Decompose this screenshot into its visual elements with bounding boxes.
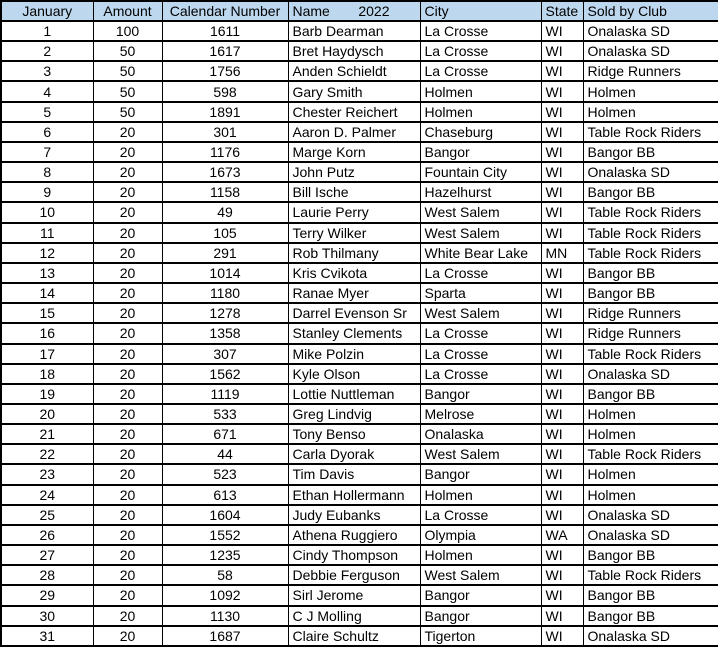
cell-state[interactable]: WI [541, 444, 583, 464]
cell-name[interactable]: Debbie Ferguson [288, 565, 420, 585]
cell-state[interactable]: WI [541, 424, 583, 444]
cell-amount[interactable]: 20 [93, 525, 162, 545]
cell-day[interactable]: 8 [1, 162, 93, 182]
table-row [1, 202, 718, 222]
cell-name[interactable]: Aaron D. Palmer [288, 122, 420, 142]
cell-sold-by-club[interactable]: Onalaska SD [583, 21, 718, 41]
cell-sold-by-club[interactable]: Bangor BB [583, 182, 718, 202]
cell-name[interactable]: Claire Schultz [288, 626, 420, 646]
cell-sold-by-club[interactable]: Table Rock Riders [583, 122, 718, 142]
cell-state[interactable]: WI [541, 61, 583, 81]
cell-state[interactable]: WI [541, 283, 583, 303]
cell-day[interactable]: 7 [1, 142, 93, 162]
cell-state[interactable]: WI [541, 21, 583, 41]
cell-sold-by-club[interactable]: Holmen [583, 464, 718, 484]
cell-sold-by-club[interactable]: Holmen [583, 81, 718, 101]
cell-state[interactable]: WI [541, 585, 583, 605]
cell-calendar-number[interactable]: 533 [162, 404, 288, 424]
cell-city[interactable]: La Crosse [420, 61, 541, 81]
cell-state[interactable]: WI [541, 384, 583, 404]
cell-day[interactable]: 29 [1, 585, 93, 605]
header-row [1, 1, 718, 21]
table-row [1, 122, 718, 142]
cell-name[interactable]: Bill Ische [288, 182, 420, 202]
cell-city[interactable]: La Crosse [420, 41, 541, 61]
cell-city[interactable]: La Crosse [420, 323, 541, 343]
cell-city[interactable]: Holmen [420, 485, 541, 505]
cell-state[interactable]: WI [541, 81, 583, 101]
cell-calendar-number[interactable]: 1358 [162, 323, 288, 343]
table-row [1, 505, 718, 525]
cell-amount[interactable]: 20 [93, 565, 162, 585]
cell-calendar-number[interactable]: 613 [162, 485, 288, 505]
cell-name[interactable]: Marge Korn [288, 142, 420, 162]
cell-state[interactable]: WI [541, 626, 583, 646]
cell-city[interactable]: West Salem [420, 303, 541, 323]
column-header-calendar-number[interactable]: Calendar Number [162, 1, 288, 21]
cell-city[interactable]: West Salem [420, 202, 541, 222]
cell-amount[interactable]: 50 [93, 61, 162, 81]
cell-state[interactable]: WI [541, 565, 583, 585]
table-row [1, 485, 718, 505]
table-row [1, 223, 718, 243]
cell-city[interactable]: Bangor [420, 585, 541, 605]
table-row [1, 404, 718, 424]
table-row [1, 525, 718, 545]
cell-state[interactable]: WI [541, 485, 583, 505]
cell-calendar-number[interactable]: 1611 [162, 21, 288, 41]
cell-state[interactable]: WI [541, 464, 583, 484]
cell-amount[interactable]: 20 [93, 122, 162, 142]
cell-sold-by-club[interactable]: Ridge Runners [583, 61, 718, 81]
column-header-name[interactable] [288, 1, 420, 21]
cell-day[interactable]: 16 [1, 323, 93, 343]
cell-name[interactable]: Laurie Perry [288, 202, 420, 222]
cell-name[interactable]: Lottie Nuttleman [288, 384, 420, 404]
cell-day[interactable]: 28 [1, 565, 93, 585]
cell-name[interactable]: Sirl Jerome [288, 585, 420, 605]
cell-calendar-number[interactable]: 1891 [162, 102, 288, 122]
cell-city[interactable]: Fountain City [420, 162, 541, 182]
cell-calendar-number[interactable]: 1176 [162, 142, 288, 162]
cell-amount[interactable]: 20 [93, 585, 162, 605]
cell-day[interactable]: 12 [1, 243, 93, 263]
cell-name[interactable]: Greg Lindvig [288, 404, 420, 424]
cell-name[interactable]: Cindy Thompson [288, 545, 420, 565]
cell-name[interactable]: Kris Cvikota [288, 263, 420, 283]
cell-name[interactable]: Ranae Myer [288, 283, 420, 303]
cell-amount[interactable]: 100 [93, 21, 162, 41]
cell-calendar-number[interactable]: 1617 [162, 41, 288, 61]
cell-city[interactable]: La Crosse [420, 344, 541, 364]
cell-calendar-number[interactable]: 1562 [162, 364, 288, 384]
cell-city[interactable]: White Bear Lake [420, 243, 541, 263]
cell-state[interactable]: MN [541, 243, 583, 263]
cell-name[interactable]: Athena Ruggiero [288, 525, 420, 545]
cell-state[interactable]: WI [541, 545, 583, 565]
table-row [1, 364, 718, 384]
cell-amount[interactable]: 20 [93, 505, 162, 525]
cell-state[interactable]: WI [541, 182, 583, 202]
cell-sold-by-club[interactable]: Holmen [583, 102, 718, 122]
cell-state[interactable]: WI [541, 122, 583, 142]
cell-amount[interactable]: 20 [93, 384, 162, 404]
table-row [1, 303, 718, 323]
cell-day[interactable]: 19 [1, 384, 93, 404]
cell-city[interactable]: Hazelhurst [420, 182, 541, 202]
cell-calendar-number[interactable]: 1119 [162, 384, 288, 404]
cell-amount[interactable]: 20 [93, 323, 162, 343]
cell-state[interactable]: WI [541, 41, 583, 61]
cell-calendar-number[interactable]: 1158 [162, 182, 288, 202]
cell-sold-by-club[interactable]: Bangor BB [583, 283, 718, 303]
cell-sold-by-club[interactable]: Table Rock Riders [583, 202, 718, 222]
cell-day[interactable]: 13 [1, 263, 93, 283]
cell-city[interactable]: La Crosse [420, 505, 541, 525]
cell-city[interactable]: Bangor [420, 464, 541, 484]
table-row [1, 263, 718, 283]
cell-amount[interactable]: 20 [93, 364, 162, 384]
cell-day[interactable]: 27 [1, 545, 93, 565]
table-row [1, 444, 718, 464]
cell-name[interactable]: C J Molling [288, 606, 420, 626]
cell-state[interactable]: WI [541, 606, 583, 626]
table-row [1, 565, 718, 585]
cell-sold-by-club[interactable]: Ridge Runners [583, 303, 718, 323]
cell-calendar-number[interactable]: 1130 [162, 606, 288, 626]
cell-amount[interactable]: 20 [93, 444, 162, 464]
table-row [1, 102, 718, 122]
cell-name[interactable]: Bret Haydysch [288, 41, 420, 61]
cell-day[interactable]: 15 [1, 303, 93, 323]
cell-calendar-number[interactable]: 1756 [162, 61, 288, 81]
cell-name[interactable]: Ethan Hollermann [288, 485, 420, 505]
cell-sold-by-club[interactable]: Holmen [583, 404, 718, 424]
cell-amount[interactable]: 20 [93, 162, 162, 182]
cell-calendar-number[interactable]: 105 [162, 223, 288, 243]
cell-amount[interactable]: 20 [93, 606, 162, 626]
cell-day[interactable]: 4 [1, 81, 93, 101]
cell-name[interactable]: Gary Smith [288, 81, 420, 101]
cell-calendar-number[interactable]: 1014 [162, 263, 288, 283]
cell-calendar-number[interactable]: 671 [162, 424, 288, 444]
cell-amount[interactable]: 20 [93, 263, 162, 283]
cell-name[interactable]: John Putz [288, 162, 420, 182]
cell-calendar-number[interactable]: 1278 [162, 303, 288, 323]
cell-calendar-number[interactable]: 307 [162, 344, 288, 364]
column-header-city[interactable]: City [420, 1, 541, 21]
cell-calendar-number[interactable]: 1552 [162, 525, 288, 545]
cell-city[interactable]: La Crosse [420, 364, 541, 384]
table-row [1, 585, 718, 605]
cell-state[interactable]: WI [541, 102, 583, 122]
table-row [1, 243, 718, 263]
column-header-amount[interactable]: Amount [93, 1, 162, 21]
name-header-label: Name [292, 2, 330, 19]
cell-day[interactable]: 21 [1, 424, 93, 444]
cell-amount[interactable]: 20 [93, 545, 162, 565]
cell-sold-by-club[interactable]: Bangor BB [583, 142, 718, 162]
cell-city[interactable]: La Crosse [420, 263, 541, 283]
cell-amount[interactable]: 20 [93, 283, 162, 303]
table-row [1, 21, 718, 41]
cell-amount[interactable]: 20 [93, 344, 162, 364]
cell-name[interactable]: Tony Benso [288, 424, 420, 444]
cell-day[interactable]: 22 [1, 444, 93, 464]
cell-amount[interactable]: 20 [93, 464, 162, 484]
column-header-sold-by-club[interactable]: Sold by Club [583, 1, 718, 21]
table-row [1, 384, 718, 404]
cell-amount[interactable]: 20 [93, 223, 162, 243]
cell-day[interactable]: 31 [1, 626, 93, 646]
cell-amount[interactable]: 50 [93, 81, 162, 101]
cell-sold-by-club[interactable]: Onalaska SD [583, 505, 718, 525]
cell-day[interactable]: 9 [1, 182, 93, 202]
cell-city[interactable]: West Salem [420, 223, 541, 243]
cell-calendar-number[interactable]: 44 [162, 444, 288, 464]
cell-day[interactable]: 30 [1, 606, 93, 626]
cell-city[interactable]: Bangor [420, 606, 541, 626]
cell-sold-by-club[interactable]: Onalaska SD [583, 41, 718, 61]
cell-day[interactable]: 23 [1, 464, 93, 484]
cell-state[interactable]: WI [541, 404, 583, 424]
cell-name[interactable]: Mike Polzin [288, 344, 420, 364]
table-row [1, 464, 718, 484]
cell-sold-by-club[interactable]: Bangor BB [583, 545, 718, 565]
cell-sold-by-club[interactable]: Bangor BB [583, 585, 718, 605]
cell-sold-by-club[interactable]: Table Rock Riders [583, 344, 718, 364]
cell-sold-by-club[interactable]: Holmen [583, 485, 718, 505]
cell-city[interactable]: Sparta [420, 283, 541, 303]
cell-city[interactable]: Chaseburg [420, 122, 541, 142]
cell-state[interactable]: WI [541, 505, 583, 525]
cell-amount[interactable]: 50 [93, 102, 162, 122]
table-row [1, 545, 718, 565]
cell-state[interactable]: WI [541, 162, 583, 182]
cell-calendar-number[interactable]: 1180 [162, 283, 288, 303]
cell-sold-by-club[interactable]: Onalaska SD [583, 525, 718, 545]
cell-amount[interactable]: 20 [93, 424, 162, 444]
cell-sold-by-club[interactable]: Bangor BB [583, 606, 718, 626]
cell-calendar-number[interactable]: 1604 [162, 505, 288, 525]
cell-calendar-number[interactable]: 523 [162, 464, 288, 484]
table-row [1, 41, 718, 61]
cell-amount[interactable]: 20 [93, 202, 162, 222]
cell-calendar-number[interactable]: 58 [162, 565, 288, 585]
cell-day[interactable]: 6 [1, 122, 93, 142]
cell-state[interactable]: WI [541, 323, 583, 343]
cell-calendar-number[interactable]: 1673 [162, 162, 288, 182]
cell-day[interactable]: 17 [1, 344, 93, 364]
column-header-state[interactable]: State [541, 1, 583, 21]
cell-name[interactable]: Judy Eubanks [288, 505, 420, 525]
cell-sold-by-club[interactable]: Table Rock Riders [583, 565, 718, 585]
cell-day[interactable]: 11 [1, 223, 93, 243]
table-row [1, 142, 718, 162]
cell-state[interactable]: WI [541, 202, 583, 222]
table-row [1, 626, 718, 646]
cell-state[interactable]: WI [541, 223, 583, 243]
cell-amount[interactable]: 50 [93, 41, 162, 61]
cell-day[interactable]: 20 [1, 404, 93, 424]
cell-day[interactable]: 18 [1, 364, 93, 384]
cell-city[interactable]: Holmen [420, 102, 541, 122]
cell-day[interactable]: 2 [1, 41, 93, 61]
cell-sold-by-club[interactable]: Table Rock Riders [583, 223, 718, 243]
cell-day[interactable]: 26 [1, 525, 93, 545]
cell-city[interactable]: Olympia [420, 525, 541, 545]
cell-city[interactable]: Holmen [420, 545, 541, 565]
cell-sold-by-club[interactable]: Bangor BB [583, 384, 718, 404]
cell-amount[interactable]: 20 [93, 182, 162, 202]
cell-day[interactable]: 24 [1, 485, 93, 505]
cell-day[interactable]: 3 [1, 61, 93, 81]
table-row [1, 323, 718, 343]
cell-calendar-number[interactable]: 1092 [162, 585, 288, 605]
cell-city[interactable]: West Salem [420, 444, 541, 464]
table-row [1, 162, 718, 182]
cell-name[interactable]: Darrel Evenson Sr [288, 303, 420, 323]
cell-state[interactable]: WI [541, 142, 583, 162]
cell-sold-by-club[interactable]: Onalaska SD [583, 162, 718, 182]
cell-amount[interactable]: 20 [93, 243, 162, 263]
cell-calendar-number[interactable]: 1235 [162, 545, 288, 565]
cell-day[interactable]: 5 [1, 102, 93, 122]
cell-state[interactable]: WI [541, 263, 583, 283]
cell-state[interactable]: WA [541, 525, 583, 545]
cell-sold-by-club[interactable]: Holmen [583, 424, 718, 444]
cell-sold-by-club[interactable]: Table Rock Riders [583, 243, 718, 263]
cell-sold-by-club[interactable]: Onalaska SD [583, 626, 718, 646]
cell-state[interactable]: WI [541, 364, 583, 384]
cell-name[interactable]: Anden Schieldt [288, 61, 420, 81]
table-row [1, 61, 718, 81]
cell-state[interactable]: WI [541, 344, 583, 364]
table-row [1, 182, 718, 202]
cell-city[interactable]: West Salem [420, 565, 541, 585]
cell-city[interactable]: La Crosse [420, 21, 541, 41]
cell-calendar-number[interactable]: 291 [162, 243, 288, 263]
cell-calendar-number[interactable]: 301 [162, 122, 288, 142]
cell-city[interactable]: Bangor [420, 142, 541, 162]
cell-amount[interactable]: 20 [93, 404, 162, 424]
cell-name[interactable]: Carla Dyorak [288, 444, 420, 464]
table-row [1, 283, 718, 303]
cell-day[interactable]: 25 [1, 505, 93, 525]
cell-name[interactable]: Tim Davis [288, 464, 420, 484]
cell-name[interactable]: Terry Wilker [288, 223, 420, 243]
table-row [1, 424, 718, 444]
column-header-january[interactable]: January [1, 1, 93, 21]
cell-state[interactable]: WI [541, 303, 583, 323]
cell-day[interactable]: 14 [1, 283, 93, 303]
cell-name[interactable]: Rob Thilmany [288, 243, 420, 263]
cell-amount[interactable]: 20 [93, 142, 162, 162]
cell-calendar-number[interactable]: 1687 [162, 626, 288, 646]
cell-name[interactable]: Kyle Olson [288, 364, 420, 384]
cell-name[interactable]: Stanley Clements [288, 323, 420, 343]
cell-calendar-number[interactable]: 49 [162, 202, 288, 222]
cell-city[interactable]: Onalaska [420, 424, 541, 444]
cell-calendar-number[interactable]: 598 [162, 81, 288, 101]
cell-day[interactable]: 1 [1, 21, 93, 41]
cell-amount[interactable]: 20 [93, 303, 162, 323]
cell-city[interactable]: Tigerton [420, 626, 541, 646]
cell-sold-by-club[interactable]: Ridge Runners [583, 323, 718, 343]
cell-name[interactable]: Chester Reichert [288, 102, 420, 122]
cell-city[interactable]: Bangor [420, 384, 541, 404]
table-row [1, 81, 718, 101]
cell-sold-by-club[interactable]: Table Rock Riders [583, 444, 718, 464]
cell-name[interactable]: Barb Dearman [288, 21, 420, 41]
cell-amount[interactable]: 20 [93, 626, 162, 646]
cell-sold-by-club[interactable]: Bangor BB [583, 263, 718, 283]
year-label: 2022 [358, 2, 390, 19]
cell-amount[interactable]: 20 [93, 485, 162, 505]
table-body [1, 21, 718, 646]
table-row [1, 606, 718, 626]
cell-day[interactable]: 10 [1, 202, 93, 222]
cell-city[interactable]: Holmen [420, 81, 541, 101]
cell-sold-by-club[interactable]: Onalaska SD [583, 364, 718, 384]
cell-city[interactable]: Melrose [420, 404, 541, 424]
table-row [1, 344, 718, 364]
